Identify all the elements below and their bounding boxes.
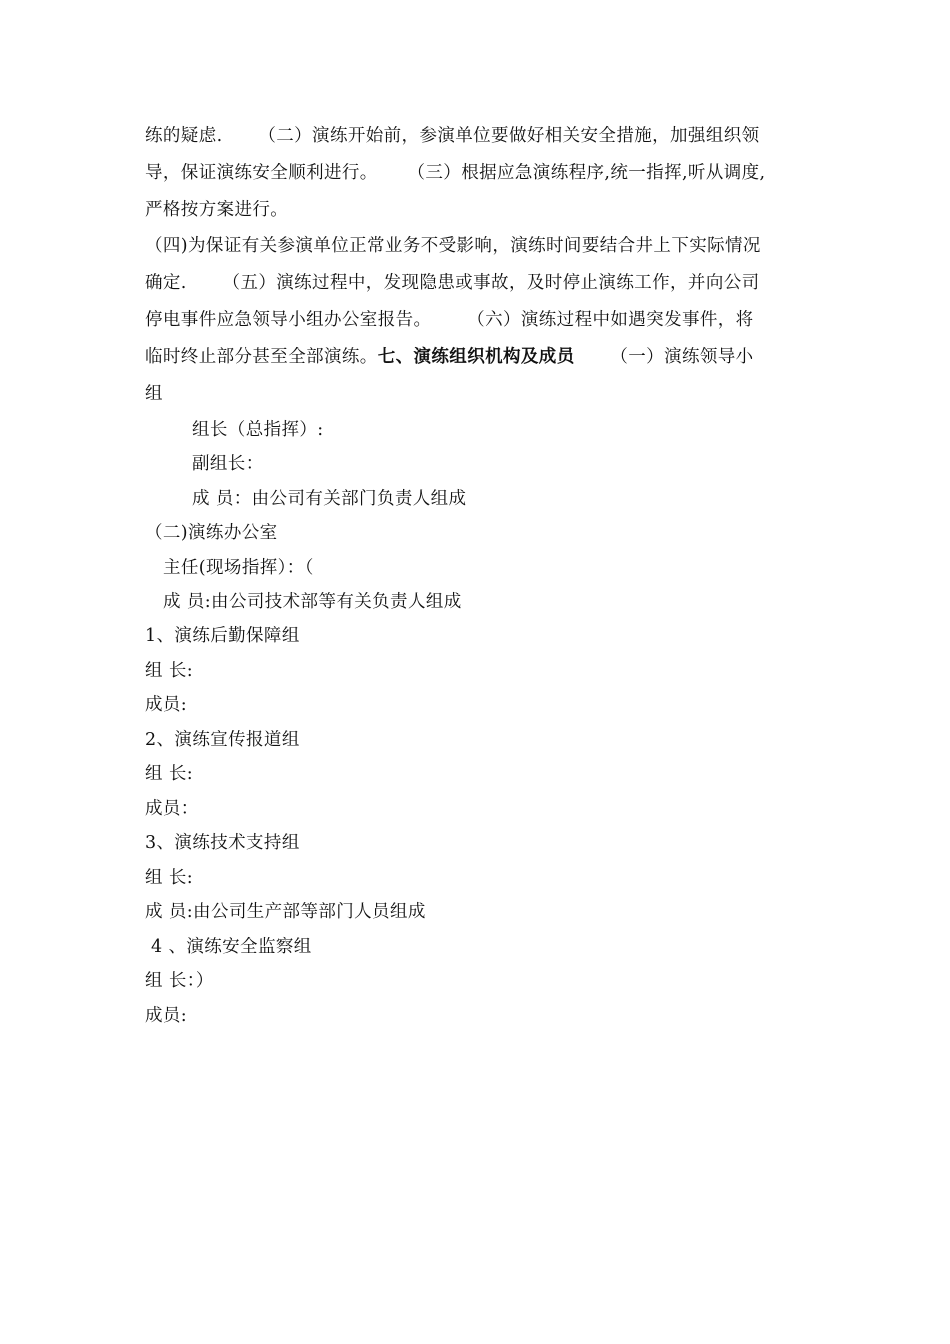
- group-leader-line: 组 长：）: [145, 971, 214, 991]
- text-line: （四)为保证有关参演单位正常业务不受影响，演练时间要结合井上下实际情况: [145, 236, 761, 256]
- group-members-line: 成 员:由公司生产部等部门人员组成: [145, 902, 426, 922]
- group-title: 4 、演练安全监察组: [145, 937, 312, 957]
- text-line: 停电事件应急领导小组办公室报告。 （六）演练过程中如遇突发事件，将: [145, 310, 754, 330]
- text-line: 练的疑虑. （二）演练开始前，参演单位要做好相关安全措施，加强组织领: [145, 126, 760, 146]
- text-segment: 临时终止部分甚至全部演练。: [145, 347, 378, 367]
- text-line: 组: [145, 384, 163, 404]
- text-line-with-heading: [145, 345, 754, 369]
- office-members-line: 成 员:由公司技术部等有关负责人组成: [163, 592, 462, 612]
- text-line: 严格按方案进行。: [145, 200, 289, 220]
- group-title: 3、演练技术支持组: [145, 833, 300, 853]
- office-director-line: 主任(现场指挥）：（: [163, 558, 314, 578]
- group-members-line: 成员:: [145, 695, 188, 715]
- group-title: 2、演练宣传报道组: [145, 730, 300, 750]
- text-segment: （一）演练领导小: [574, 347, 754, 367]
- group-leader-line: 组 长:: [145, 661, 194, 681]
- group-members-line: 成员：: [145, 799, 199, 819]
- office-title: （二)演练办公室: [145, 523, 278, 543]
- section-heading: 七、演练组织机构及成员: [377, 347, 575, 367]
- text-line: 确定. （五）演练过程中，发现隐患或事故，及时停止演练工作，并向公司: [145, 273, 760, 293]
- group-leader-line: 组 长:: [145, 764, 194, 784]
- group-leader-line: 组 长:: [145, 868, 194, 888]
- deputy-leader-line: 副组长：: [192, 454, 264, 474]
- leader-line: 组长（总指挥）:: [192, 420, 324, 440]
- group-members-line: 成员:: [145, 1006, 188, 1026]
- text-line: 导，保证演练安全顺利进行。 （三）根据应急演练程序,统一指挥,听从调度,: [145, 163, 766, 183]
- group-title: 1、演练后勤保障组: [145, 626, 300, 646]
- members-line: 成 员：由公司有关部门负责人组成: [192, 489, 467, 509]
